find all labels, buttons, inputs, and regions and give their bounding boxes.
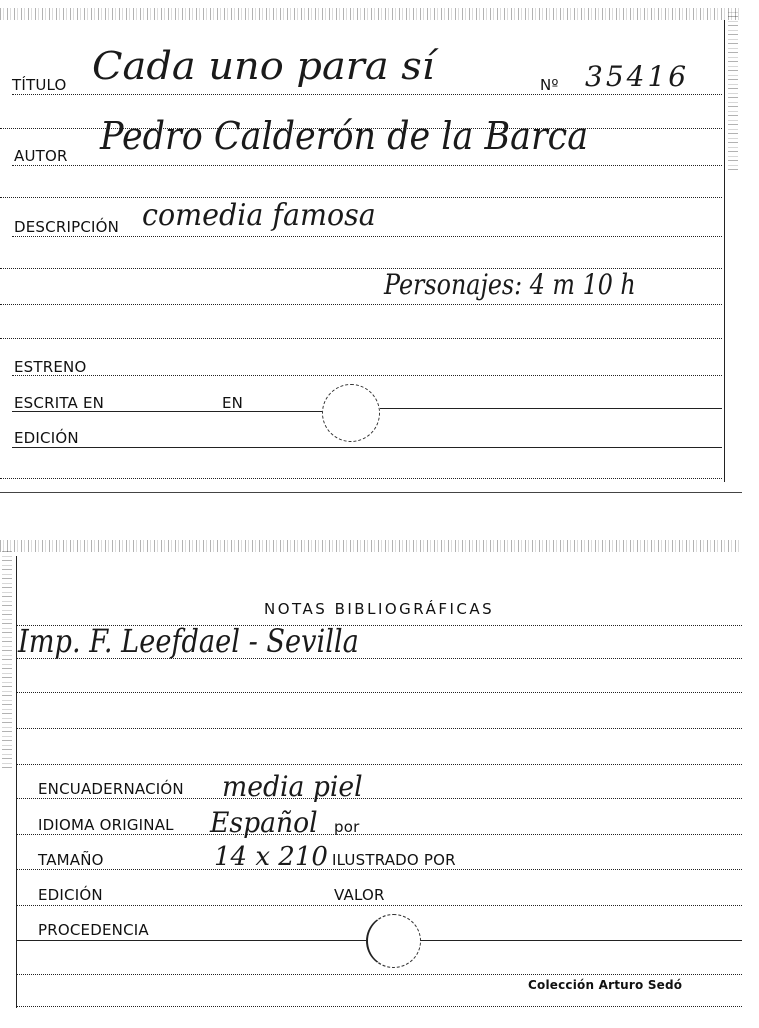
autor-value: Pedro Calderón de la Barca — [100, 114, 589, 158]
idioma-line — [16, 834, 742, 835]
escrita-en-label: ESCRITA EN — [14, 394, 105, 412]
estreno-label: ESTRENO — [14, 358, 87, 376]
card-separator — [0, 492, 742, 493]
encuadernacion-value: media piel — [222, 770, 363, 803]
edicion-label: EDICIÓN — [14, 429, 79, 447]
edicion-line — [16, 905, 742, 906]
card-right-border — [724, 20, 725, 482]
punch-hole — [322, 384, 380, 442]
rule-line — [16, 728, 742, 729]
rule-line — [0, 338, 722, 339]
descripcion-label: DESCRIPCIÓN — [14, 218, 120, 236]
rule-line — [16, 692, 742, 693]
titulo-value: Cada uno para sí — [92, 44, 435, 88]
titulo-line — [12, 94, 722, 95]
rule-line — [0, 304, 722, 305]
valor-label: VALOR — [334, 886, 385, 904]
numero-value: 35416 — [585, 60, 690, 93]
card-right-speckle — [728, 10, 738, 170]
escrita-line-left — [12, 411, 322, 412]
rule-line — [16, 764, 742, 765]
idioma-label: IDIOMA ORIGINAL — [38, 816, 174, 834]
numero-label: Nº — [540, 76, 559, 94]
personajes-note: Personajes: 4 m 10 h — [384, 268, 636, 301]
rule-line — [16, 974, 742, 975]
notas-value: Imp. F. Leefdael - Sevilla — [18, 622, 359, 660]
procedencia-label: PROCEDENCIA — [38, 921, 149, 939]
rule-line — [16, 625, 742, 626]
rule-line — [0, 478, 722, 479]
procedencia-line-right — [420, 940, 742, 941]
encuadernacion-label: ENCUADERNACIÓN — [38, 780, 184, 798]
tamano-value: 14 x 210 — [214, 842, 328, 872]
escrita-line-right — [380, 408, 722, 409]
punch-hole — [366, 914, 421, 968]
procedencia-line-left — [16, 940, 366, 941]
encuadernacion-line — [16, 798, 742, 799]
descripcion-value: comedia famosa — [142, 198, 376, 233]
autor-label: AUTOR — [14, 147, 68, 165]
card-top-edge — [0, 8, 742, 20]
card-left-speckle — [2, 548, 12, 768]
card-top-edge — [0, 540, 742, 552]
rule-line — [16, 1006, 742, 1007]
rule-line — [16, 658, 742, 659]
ilustrado-label: ILUSTRADO POR — [332, 851, 456, 869]
descripcion-line — [12, 236, 722, 237]
edicion-line — [12, 447, 722, 448]
titulo-label: TÍTULO — [12, 76, 67, 94]
por-label: por — [334, 818, 360, 836]
collection-footer: Colección Arturo Sedó — [528, 978, 683, 992]
notas-title: NOTAS BIBLIOGRÁFICAS — [264, 600, 495, 618]
estreno-line — [12, 375, 722, 376]
autor-line — [12, 165, 722, 166]
idioma-value: Español — [210, 806, 318, 839]
tamano-line — [16, 869, 742, 870]
tamano-label: TAMAÑO — [38, 851, 104, 869]
en-label: EN — [222, 394, 244, 412]
edicion-label: EDICIÓN — [38, 886, 103, 904]
